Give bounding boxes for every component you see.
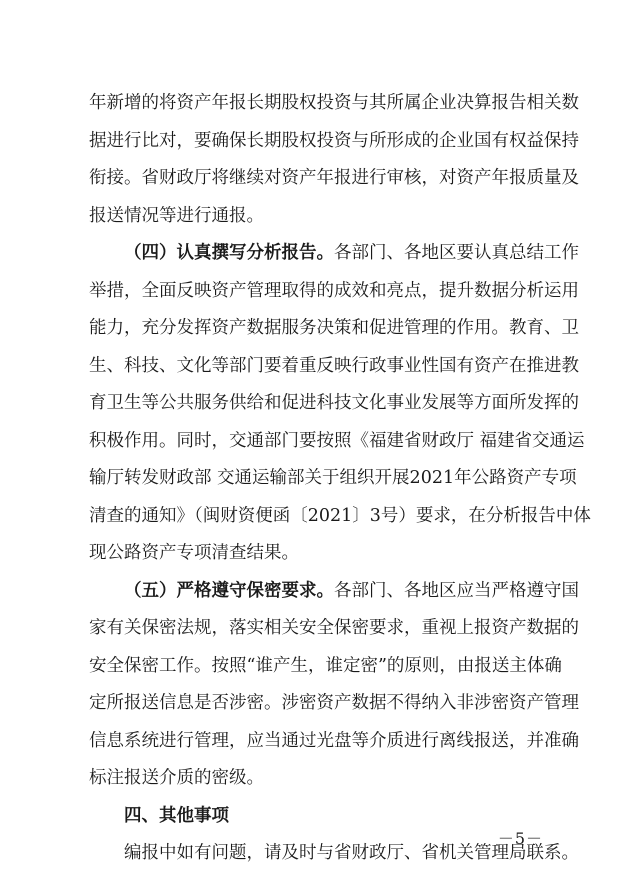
paragraph-4-text: 各部门、各地区要认真总结工作 (334, 243, 579, 263)
section-heading: 四、其他事项 (124, 805, 229, 826)
text-line: 输厅转发财政部 交通运输部关于组织开展2021年公路资产专项 (89, 468, 577, 488)
text-line: 衔接。省财政厅将继续对资产年报进行审核，对资产年报质量及 (89, 168, 579, 188)
text-line: 举措，全面反映资产管理取得的成效和亮点，提升数据分析运用 (89, 280, 579, 301)
text-line: 家有关保密法规，落实相关安全保密要求，重视上报资产数据的 (89, 618, 579, 638)
text-line: 报送情况等进行通报。 (89, 205, 264, 226)
text-line: 安全保密工作。按照“谁产生，谁定密”的原则，由报送主体确 (89, 655, 562, 676)
paragraph-4-first-line (89, 235, 579, 273)
text-line: 年新增的将资产年报长期股权投资与其所属企业决算报告相关数 (89, 93, 579, 113)
text-line: 积极作用。同时，交通部门要按照《福建省财政厅 福建省交通运 (89, 430, 585, 451)
paragraph-5-first-line (89, 573, 579, 611)
paragraph-4-title: （四）认真撰写分析报告。 (124, 243, 334, 263)
text-line: 据进行比对，要确保长期股权投资与所形成的企业国有权益保持 (89, 130, 579, 151)
document-body (89, 85, 591, 873)
text-line: 清查的通知》（闽财资便函〔2021〕3号）要求，在分析报告中体 (89, 505, 591, 526)
text-line: 标注报送介质的密级。 (89, 768, 264, 788)
text-line: 现公路资产专项清查结果。 (89, 543, 299, 563)
page-number: －5－ (497, 829, 543, 848)
closing-text: 编报中如有问题，请及时与省财政厅、省机关管理局联系。 (124, 843, 579, 863)
text-line: 能力，充分发挥资产数据服务决策和促进管理的作用。教育、卫 (89, 318, 579, 338)
text-line: 信息系统进行管理，应当通过光盘等介质进行离线报送，并准确 (89, 730, 579, 751)
text-line: 定所报送信息是否涉密。涉密资产数据不得纳入非涉密资产管理 (89, 693, 579, 713)
paragraph-5-title: （五）严格遵守保密要求。 (124, 580, 334, 601)
paragraph-5-text: 各部门、各地区应当严格遵守国 (334, 580, 579, 601)
text-line: 育卫生等公共服务供给和促进科技文化事业发展等方面所发挥的 (89, 393, 579, 413)
text-line: 生、科技、文化等部门要着重反映行政事业性国有资产在推进教 (89, 355, 579, 376)
